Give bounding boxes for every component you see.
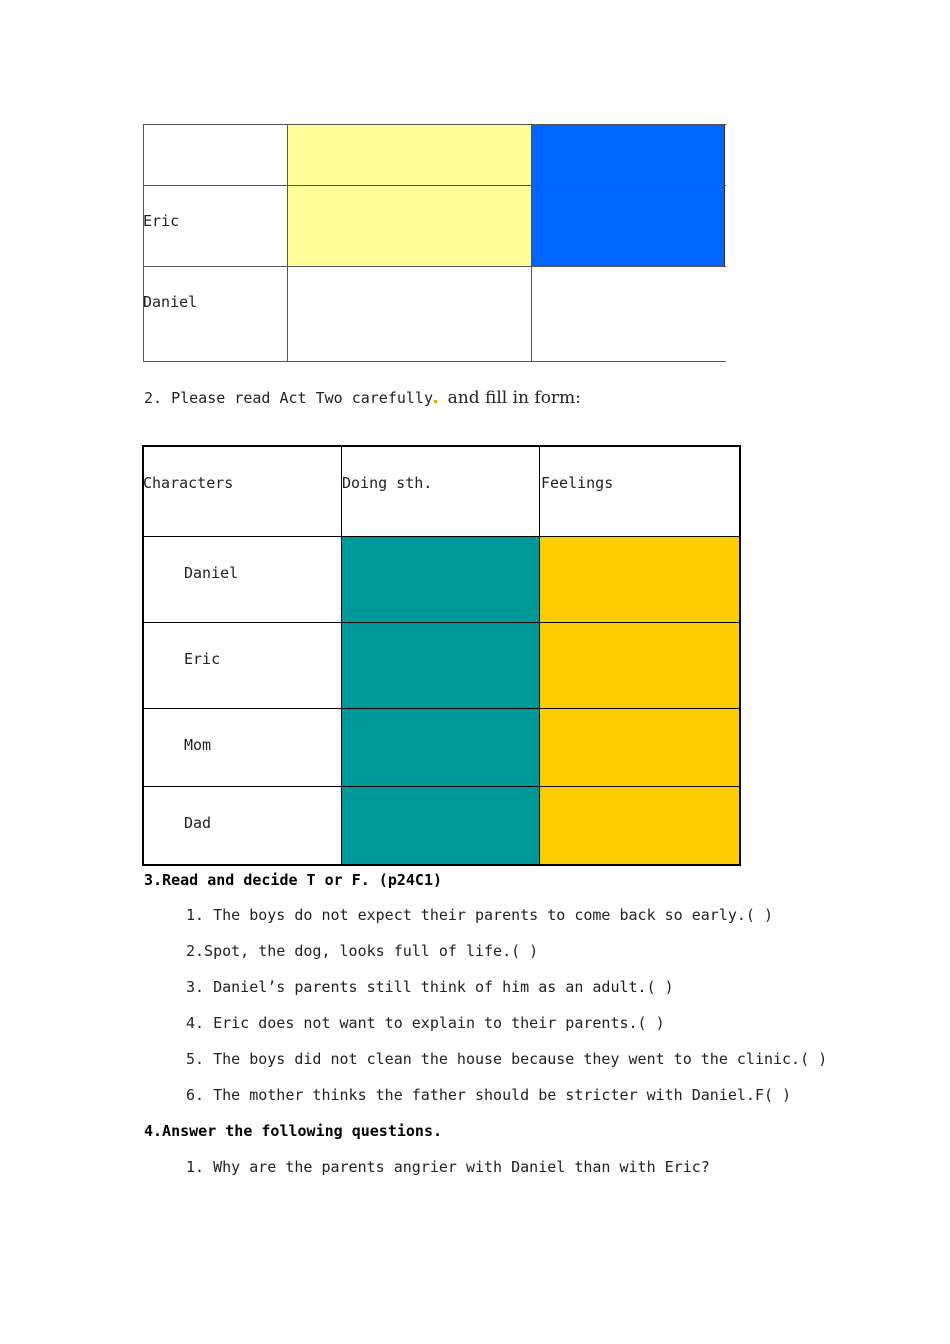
tf-item: 6. The mother thinks the father should be stricter with Daniel.F( ) [186, 1086, 792, 1104]
tf-item: 3. Daniel’s parents still think of him as an adult.( ) [186, 978, 674, 996]
table1-line [287, 124, 288, 362]
table1-line [143, 124, 726, 125]
table2-line [539, 446, 540, 865]
tf-item: 2.Spot, the dog, looks full of life.( ) [186, 942, 539, 960]
table2-line [143, 536, 740, 537]
table2-header: Characters [143, 474, 234, 492]
dot-mark [434, 400, 437, 403]
section-4-title: 4.Answer the following questions. [144, 1122, 443, 1140]
table2-border [142, 445, 741, 866]
table1-line [143, 185, 726, 186]
section-3-title [144, 871, 442, 889]
table1-row-label: Eric [143, 212, 180, 230]
table2-header: Doing sth. [342, 474, 433, 492]
table2-line [143, 786, 740, 787]
table1-row-label: Daniel [143, 293, 198, 311]
tf-item: 4. Eric does not want to explain to their parents.( ) [186, 1014, 665, 1032]
table1-cell-yellow-r1 [288, 125, 531, 186]
instruction-2-text-serif: and fill in form: [447, 388, 581, 408]
section-3-number: 3. [144, 871, 163, 889]
table2-line [143, 708, 740, 709]
table2-row-label: Daniel [184, 564, 239, 582]
table1-line [143, 361, 726, 362]
table2-row-label: Mom [184, 736, 212, 754]
table2-row-label: Eric [184, 650, 221, 668]
table1-line [724, 124, 725, 267]
table1-cell-blue-r2 [531, 186, 725, 267]
table1-cell-blue-r1 [531, 125, 725, 186]
table2-line [143, 622, 740, 623]
table1-line [143, 266, 726, 267]
table1-line [143, 124, 144, 362]
tf-item: 1. The boys do not expect their parents to come back so early.( ) [186, 906, 773, 924]
table2-line [341, 446, 342, 865]
table2-header: Feelings [541, 474, 614, 492]
question-item: 1. Why are the parents angrier with Daniel than with Eric? [186, 1158, 710, 1176]
instruction-2 [144, 388, 581, 408]
table1-line [531, 124, 532, 362]
section-3-heading: Read and decide T or F. (p24C1) [162, 871, 443, 889]
instruction-2-text: 2. Please read Act Two carefully [144, 389, 433, 407]
table2-row-label: Dad [184, 814, 212, 832]
table1-cell-yellow-r2 [288, 186, 531, 267]
tf-item: 5. The boys did not clean the house because they went to the clinic.( ) [186, 1050, 828, 1068]
